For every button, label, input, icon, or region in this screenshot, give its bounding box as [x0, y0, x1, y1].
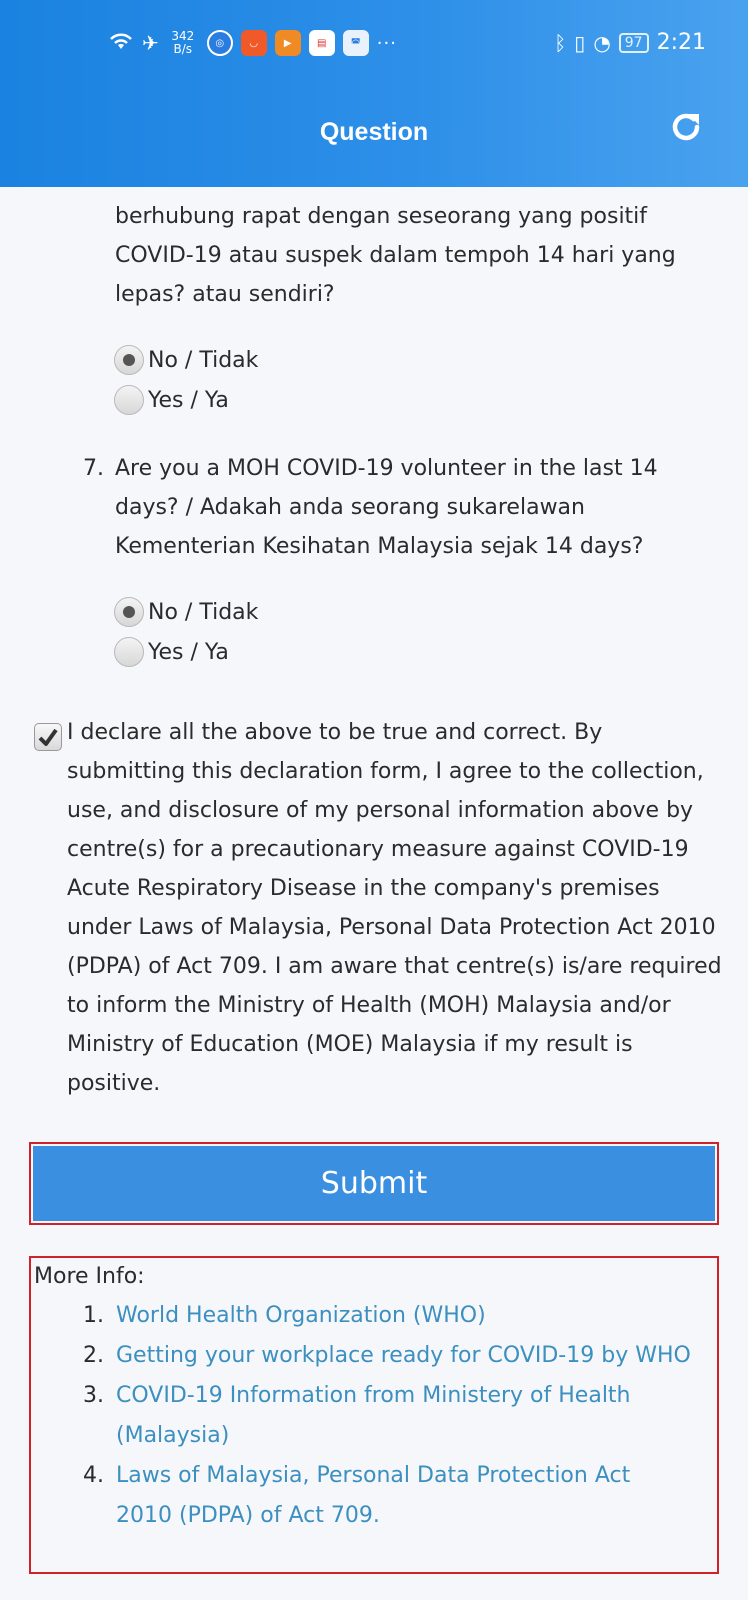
more-info-list: [83, 1296, 693, 1536]
question-6-option-yes[interactable]: [114, 383, 229, 417]
list-item: [83, 1336, 693, 1376]
radio-selected-dot: [123, 354, 135, 366]
news-app-icon: ▤: [309, 30, 335, 56]
question-6-text: berhubung rapat dengan seseorang yang positif COVID-19 atau suspek dalam tempoh 14 hari yang lepas? atau sendiri?: [115, 204, 676, 307]
link-who[interactable]: World Health Organization (WHO): [116, 1303, 486, 1328]
list-number: 3.: [83, 1383, 104, 1408]
question-6-option-no[interactable]: [114, 343, 258, 377]
radio-button[interactable]: [114, 385, 144, 415]
link-pdpa[interactable]: Laws of Malaysia, Personal Data Protection Act 2010 (PDPA) of Act 709.: [116, 1463, 631, 1528]
network-speed-value: 342: [171, 29, 195, 43]
more-info-title: More Info:: [34, 1264, 145, 1289]
status-left: [108, 30, 397, 56]
network-speed: [167, 30, 199, 56]
speedometer-icon: ◔: [593, 30, 611, 55]
app-bar: [0, 0, 748, 187]
option-label: Yes / Ya: [148, 639, 229, 665]
shopping-app-icon: ◡: [241, 30, 267, 56]
wifi-icon: [108, 31, 134, 56]
radio-selected-dot: [123, 606, 135, 618]
question-7-option-yes[interactable]: [114, 635, 229, 669]
option-label: No / Tidak: [148, 347, 259, 373]
radio-button[interactable]: [114, 637, 144, 667]
checkmark-icon: [37, 726, 59, 748]
link-moh-malaysia[interactable]: COVID-19 Information from Ministery of Health (Malaysia): [116, 1383, 631, 1448]
status-right: [554, 30, 706, 55]
bluetooth-icon: ᛒ: [554, 30, 567, 55]
list-item: [83, 1456, 693, 1536]
battery-icon: 97: [619, 33, 649, 53]
vibrate-icon: ▯: [574, 30, 586, 55]
option-label: No / Tidak: [148, 599, 259, 625]
huawei-app-icon: ◚: [343, 30, 369, 56]
clock: 2:21: [656, 30, 706, 55]
video-app-icon: ▶: [275, 30, 301, 56]
page-title: Question: [319, 118, 429, 146]
radio-button[interactable]: [114, 345, 144, 375]
airplane-icon: ✈: [142, 31, 159, 55]
refresh-icon: [668, 109, 704, 145]
list-number: 1.: [83, 1303, 104, 1328]
link-workplace-ready[interactable]: Getting your workplace ready for COVID-19 by WHO: [116, 1343, 691, 1368]
status-bar: [0, 24, 748, 64]
list-number: 2.: [83, 1343, 104, 1368]
list-number: 4.: [83, 1463, 104, 1488]
submit-button[interactable]: Submit: [33, 1146, 715, 1221]
submit-highlight: [29, 1142, 719, 1225]
refresh-button[interactable]: [662, 103, 710, 151]
more-info-section: [29, 1256, 719, 1574]
list-item: [83, 1296, 693, 1336]
question-7-text: Are you a MOH COVID-19 volunteer in the last 14 days? / Adakah anda seorang sukarelawan Kementerian Kesihatan Malaysia sejak 14 days?: [115, 456, 658, 559]
network-speed-unit: B/s: [173, 42, 193, 56]
list-item: [83, 1376, 693, 1456]
question-7-option-no[interactable]: [114, 595, 258, 629]
question-7-number: 7.: [83, 456, 104, 481]
declaration-checkbox[interactable]: [34, 723, 62, 751]
declaration-text: I declare all the above to be true and correct. By submitting this declaration form, I agree to the collection, use, and disclosure of my personal information above by centre(s) for a precautionary measure against COVID-19 Acute Respiratory Disease in the company's premises under Laws of Malaysia, Personal Data Protection Act 2010 (PDPA) of Act 709. I am aware that centre(s) is/are required to inform the Ministry of Health (MOH) Malaysia and/or Ministry of Education (MOE) Malaysia if my result is positive.: [67, 720, 722, 1096]
browser-app-icon: ◎: [207, 30, 233, 56]
radio-button[interactable]: [114, 597, 144, 627]
more-notifications-icon: ···: [376, 32, 397, 54]
option-label: Yes / Ya: [148, 387, 229, 413]
